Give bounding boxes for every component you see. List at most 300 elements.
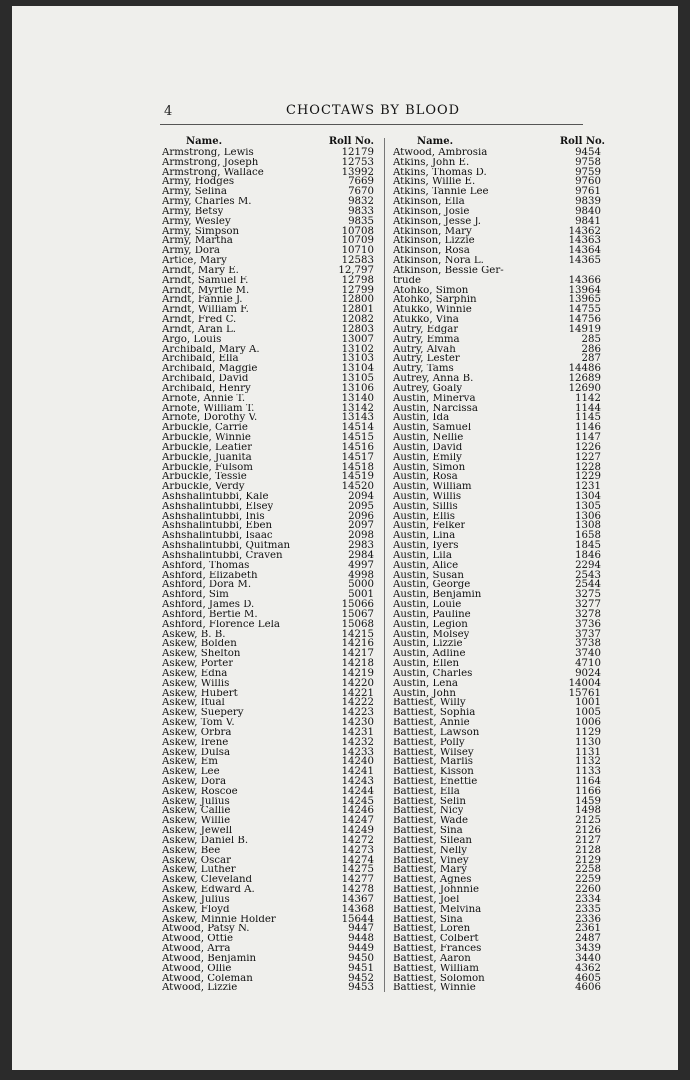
- entry-name: Atwood, Ollie: [162, 963, 232, 974]
- entry-name: Askew, Floyd: [162, 904, 230, 915]
- entry-roll-number: 3736: [575, 618, 601, 630]
- entry-name: Battiest, Johnnie: [393, 885, 480, 895]
- entry-name: Austin, George: [393, 580, 471, 591]
- entry-roll-number: 12,797: [338, 264, 374, 276]
- entry-roll-number: 1145: [575, 412, 601, 424]
- roll-entry: [393, 492, 605, 502]
- entry-roll-number: 2260: [575, 884, 601, 896]
- entry-roll-number: 13103: [341, 353, 374, 365]
- entry-name: Battiest, Colbert: [393, 934, 479, 945]
- entry-roll-number: 14514: [341, 422, 374, 434]
- roll-entry: [393, 404, 605, 414]
- entry-roll-number: 2096: [348, 510, 374, 522]
- roll-entry: [393, 502, 605, 512]
- entry-roll-number: 14515: [341, 432, 374, 444]
- roll-entry: [162, 983, 374, 993]
- entry-name: Austin, Alice: [393, 560, 459, 571]
- entry-name: Battiest, Lawson: [393, 727, 480, 738]
- entry-name: Army, Selina: [162, 187, 227, 198]
- roll-entry: [162, 177, 374, 187]
- roll-entry: [393, 541, 605, 551]
- entry-roll-number: 1227: [575, 451, 601, 463]
- entry-roll-number: 15761: [568, 687, 601, 699]
- roll-entry: [393, 325, 605, 335]
- entry-roll-number: 14273: [341, 844, 374, 856]
- entry-name: Artice, Mary: [162, 256, 227, 266]
- entry-roll-number: 1846: [575, 549, 601, 561]
- entry-roll-number: 9453: [348, 982, 374, 994]
- entry-roll-number: 14232: [341, 736, 374, 748]
- entry-roll-number: 1498: [575, 805, 601, 817]
- right-column: [393, 136, 605, 993]
- entry-roll-number: 12800: [341, 294, 374, 306]
- entry-roll-number: 14364: [568, 245, 601, 257]
- entry-roll-number: 14230: [341, 717, 374, 729]
- entry-name: Battiest, William: [393, 963, 479, 974]
- entry-name: Battiest, Winnie: [393, 983, 476, 994]
- entry-name: Battiest, Annie: [393, 718, 470, 728]
- entry-name: Atkinson, Bessie Ger-: [393, 265, 504, 276]
- entry-roll-number: 13102: [341, 343, 374, 355]
- entry-roll-number: 7669: [348, 176, 374, 188]
- entry-name: Austin, Adline: [393, 649, 466, 660]
- roll-entry: [393, 531, 605, 541]
- entry-name: Autry, Lester: [393, 354, 460, 365]
- roll-entry: [393, 924, 605, 934]
- entry-name: Austin, Samuel: [393, 423, 472, 434]
- entry-name: Austin, Minerva: [393, 393, 476, 404]
- entry-roll-number: 14516: [341, 441, 374, 453]
- roll-entry: [162, 924, 374, 934]
- roll-entry: [393, 197, 605, 207]
- entry-name: Battiest, Agnes: [393, 875, 472, 886]
- entry-name: Arndt, Aran L.: [162, 324, 236, 335]
- entry-name: Atkins, Tannie Lee: [393, 187, 489, 198]
- entry-name: Battiest, Joel: [393, 894, 460, 905]
- roll-entry: [393, 384, 605, 394]
- roll-entry: [393, 512, 605, 522]
- entry-roll-number: 14755: [568, 304, 601, 316]
- entry-name: Army, Dora: [162, 246, 221, 257]
- entry-name: Ashshalintubbi, Eben: [162, 521, 273, 532]
- page-number: 4: [164, 104, 173, 119]
- name-header: Name.: [186, 136, 223, 147]
- roll-entry: [393, 649, 605, 659]
- entry-name: Austin, John: [393, 688, 456, 699]
- entry-roll-number: 12801: [341, 304, 374, 316]
- roll-entry: [393, 708, 605, 718]
- entry-name: Archibald, Maggie: [162, 364, 258, 375]
- roll-entry: [393, 983, 605, 993]
- entry-roll-number: 2984: [348, 549, 374, 561]
- entry-name: Austin, Louie: [393, 600, 462, 610]
- roll-entry: [393, 335, 605, 345]
- entry-name: Battiest, Viney: [393, 855, 469, 866]
- roll-entry: [393, 757, 605, 767]
- entry-name: Battiest, Sina: [393, 914, 463, 925]
- roll-entry: [393, 964, 605, 974]
- entry-roll-number: 1304: [575, 490, 601, 502]
- roll-entry: [393, 826, 605, 836]
- entry-name: Ashford, James D.: [162, 600, 255, 610]
- entry-roll-number: 1845: [575, 540, 601, 552]
- entry-roll-number: 14520: [341, 481, 374, 493]
- roll-entry: [393, 738, 605, 748]
- roll-entry: [393, 816, 605, 826]
- entry-roll-number: 2543: [575, 569, 601, 581]
- entry-name: Atwood, Benjamin: [162, 953, 257, 964]
- entry-roll-number: 1305: [575, 500, 601, 512]
- entry-name: Askew, Willis: [162, 678, 230, 689]
- entry-name: Archibald, David: [162, 374, 249, 384]
- entry-roll-number: 13007: [341, 333, 374, 345]
- roll-entry: [162, 187, 374, 197]
- entry-name: Ashford, Elizabeth: [162, 570, 258, 581]
- entry-name: Arndt, Myrtle M.: [162, 285, 250, 296]
- entry-roll-number: 15067: [341, 608, 374, 620]
- page-title: CHOCTAWS BY BLOOD: [286, 103, 461, 118]
- entry-roll-number: 3440: [575, 952, 601, 964]
- entry-roll-number: 1308: [575, 520, 601, 532]
- roll-entry: [162, 974, 374, 984]
- entry-roll-number: 14363: [568, 235, 601, 247]
- entry-name: Atkins, Willie E.: [393, 177, 476, 188]
- entry-roll-number: 2126: [575, 825, 601, 837]
- entry-name: Archibald, Henry: [162, 383, 251, 394]
- entry-roll-number: 14218: [341, 658, 374, 670]
- entry-name: Ashford, Bertie M.: [162, 609, 258, 620]
- roll-entry: [162, 512, 374, 522]
- roll-entry: [393, 689, 605, 699]
- entry-roll-number: 14278: [341, 884, 374, 896]
- roll-entry: [393, 177, 605, 187]
- entry-roll-number: 14365: [568, 255, 601, 267]
- entry-roll-number: 13142: [341, 402, 374, 414]
- entry-name: Ashshalintubbi, Kale: [162, 491, 269, 502]
- roll-entry: [162, 521, 374, 531]
- entry-name: Austin, Ida: [393, 413, 450, 424]
- roll-entry: [162, 580, 374, 590]
- entry-name: Austin, Ellis: [393, 511, 455, 522]
- roll-entry: [393, 659, 605, 669]
- roll-entry: [393, 413, 605, 423]
- entry-roll-number: 1001: [575, 697, 601, 709]
- entry-name: Askew, Hubert: [162, 688, 238, 699]
- entry-roll-number: 9451: [348, 962, 374, 974]
- entry-roll-number: 4710: [575, 658, 601, 670]
- roll-entry: [162, 531, 374, 541]
- entry-roll-number: 13105: [341, 373, 374, 385]
- entry-roll-number: 14219: [341, 667, 374, 679]
- roll-entry: [393, 934, 605, 944]
- entry-roll-number: 12753: [341, 156, 374, 168]
- entry-roll-number: 13992: [341, 166, 374, 178]
- entry-name: Arbuckle, Juanita: [162, 452, 252, 463]
- entry-name: Askew, Minnie Holder: [162, 914, 276, 925]
- entry-roll-number: 2128: [575, 844, 601, 856]
- entry-name: Arbuckle, Carrie: [162, 423, 248, 434]
- entry-name: Austin, David: [393, 442, 463, 453]
- entry-roll-number: 14756: [568, 314, 601, 326]
- entry-name: Archibald, Mary A.: [162, 344, 260, 355]
- entry-name: Atukko, Vina: [393, 315, 459, 325]
- entry-roll-number: 14221: [341, 687, 374, 699]
- entry-name: Austin, Molsey: [393, 629, 470, 640]
- entry-name: Austin, Rosa: [393, 472, 458, 483]
- entry-roll-number: 1228: [575, 461, 601, 473]
- entry-name: Battiest, Solomon: [393, 973, 485, 984]
- entry-name: Austin, Sillis: [393, 501, 458, 512]
- entry-name: Austin, Lina: [393, 531, 456, 542]
- entry-name: Arnote, Dorothy V.: [162, 413, 258, 424]
- entry-name: Ashshalintubbi, Craven: [162, 550, 283, 561]
- entry-name: Autrey, Anna B.: [393, 374, 474, 384]
- entry-name: Battiest, Selin: [393, 796, 466, 807]
- entry-name: Battiest, Ella: [393, 786, 460, 797]
- entry-roll-number: 14249: [341, 825, 374, 837]
- roll-entry: [162, 964, 374, 974]
- entry-name: Askew, Dulsa: [162, 747, 231, 758]
- roll-entry: [393, 698, 605, 708]
- roll-entry: [162, 482, 374, 492]
- entry-roll-number: 2336: [575, 913, 601, 925]
- entry-name: Autry, Emma: [393, 334, 460, 345]
- roll-header: Roll No.: [559, 136, 605, 147]
- entry-roll-number: 2259: [575, 874, 601, 886]
- roll-entry: [393, 551, 605, 561]
- entry-roll-number: 1130: [575, 736, 601, 748]
- entry-roll-number: 2334: [575, 893, 601, 905]
- entry-name: Askew, Oscar: [162, 855, 232, 866]
- entry-roll-number: 2094: [348, 490, 374, 502]
- entry-name: Askew, Daniel B.: [162, 835, 249, 846]
- entry-name: Battiest, Silean: [393, 835, 472, 846]
- roll-entry: [162, 915, 374, 925]
- entry-name: Askew, Luther: [162, 865, 236, 876]
- entry-roll-number: 2258: [575, 864, 601, 876]
- entry-roll-number: 1147: [575, 432, 601, 444]
- roll-entry: [162, 934, 374, 944]
- entry-roll-number: 12690: [568, 382, 601, 394]
- entry-roll-number: 9454: [575, 147, 601, 158]
- roll-entry: [393, 797, 605, 807]
- entry-roll-number: 1144: [575, 402, 601, 414]
- entry-roll-number: 14231: [341, 726, 374, 738]
- entry-name: Askew, Edna: [162, 668, 228, 679]
- entry-roll-number: 14518: [341, 461, 374, 473]
- entry-name: Austin, Simon: [393, 462, 466, 473]
- entry-roll-number: 9833: [348, 205, 374, 217]
- roll-entry: [393, 639, 605, 649]
- roll-entry: [393, 610, 605, 620]
- entry-name: Battiest, Nelly: [393, 845, 468, 856]
- entry-roll-number: 1006: [575, 717, 601, 729]
- entry-name: Askew, Suepery: [162, 708, 244, 719]
- entry-name: Askew, Willie: [162, 816, 231, 827]
- entry-name: Army, Hodges: [162, 177, 235, 188]
- entry-name: Atwood, Ambrosia: [393, 148, 488, 158]
- entry-roll-number: 2487: [575, 933, 601, 945]
- entry-name: Askew, Itual: [162, 698, 225, 709]
- roll-entry: [393, 748, 605, 758]
- entry-name: Austin, Lena: [393, 678, 458, 689]
- column-divider: [384, 138, 385, 992]
- entry-name: Atkinson, Ella: [393, 197, 465, 207]
- entry-name: Ashford, Dora M.: [162, 580, 252, 591]
- entry-roll-number: 14244: [341, 785, 374, 797]
- entry-name: Army, Martha: [162, 236, 233, 247]
- entry-roll-number: 3737: [575, 628, 601, 640]
- entry-name: Ashshalintubbi, Inis: [162, 511, 265, 522]
- roll-entry: [393, 472, 605, 482]
- entry-name: Battiest, Melvina: [393, 904, 482, 915]
- entry-name: Atwood, Coleman: [162, 973, 253, 984]
- entry-name: Atohko, Simon: [393, 285, 469, 296]
- entry-roll-number: 12689: [568, 373, 601, 385]
- entry-roll-number: 9832: [348, 196, 374, 208]
- entry-name: Austin, Willis: [393, 491, 462, 502]
- roll-entry: [393, 453, 605, 463]
- entry-roll-number: 14366: [568, 274, 601, 286]
- roll-entry: [393, 207, 605, 217]
- entry-name: Askew, Roscoe: [162, 786, 238, 797]
- entry-roll-number: 1164: [575, 776, 601, 787]
- roll-entry: [393, 885, 605, 895]
- roll-entry: [393, 394, 605, 404]
- entry-name: Armstrong, Joseph: [162, 157, 259, 168]
- entry-roll-number: 14919: [568, 323, 601, 335]
- entry-roll-number: 5000: [348, 579, 374, 591]
- entry-roll-number: 286: [581, 343, 601, 355]
- entry-roll-number: 2127: [575, 834, 601, 846]
- entry-roll-number: 4362: [575, 962, 601, 974]
- roll-entry: [162, 502, 374, 512]
- entry-name: Atwood, Arra: [162, 944, 231, 954]
- entry-name: Askew, Jewell: [162, 826, 233, 836]
- entry-roll-number: 13965: [568, 294, 601, 306]
- entry-name: Ashshalintubbi, Quitman: [162, 541, 291, 551]
- entry-roll-number: 1306: [575, 510, 601, 522]
- entry-name: Atkins, Thomas D.: [393, 167, 487, 178]
- entry-name: Atkinson, Jesse J.: [393, 216, 482, 227]
- entry-name: Atohko, Sarphin: [393, 295, 477, 306]
- entry-name: Askew, Tom V.: [162, 718, 235, 728]
- roll-entry: [393, 187, 605, 197]
- entry-name: Autry, Alvah: [393, 344, 456, 355]
- entry-name: Austin, Lila: [393, 550, 452, 561]
- entry-name: Battiest, Enettie: [393, 777, 478, 787]
- entry-roll-number: 1142: [575, 392, 601, 404]
- entry-roll-number: 15644: [341, 913, 374, 925]
- entry-name: Battiest, Frances: [393, 944, 482, 954]
- entry-roll-number: 9760: [575, 176, 601, 188]
- entry-roll-number: 1459: [575, 795, 601, 807]
- entry-roll-number: 9758: [575, 156, 601, 168]
- entry-roll-number: 13106: [341, 382, 374, 394]
- roll-header: Roll No.: [328, 136, 374, 147]
- entry-name: Austin, Nellie: [393, 433, 464, 443]
- entry-roll-number: 14277: [341, 874, 374, 886]
- roll-entry: [162, 541, 374, 551]
- entry-roll-number: 14245: [341, 795, 374, 807]
- entry-roll-number: 287: [581, 353, 601, 365]
- entry-roll-number: 14247: [341, 815, 374, 827]
- entry-name: Austin, Benjamin: [393, 590, 482, 601]
- roll-entry: [393, 168, 605, 178]
- entry-name: Ashford, Sim: [162, 590, 229, 601]
- entry-roll-number: 12803: [341, 323, 374, 335]
- entry-roll-number: 1005: [575, 707, 601, 719]
- entry-roll-number: 14362: [568, 225, 601, 237]
- roll-entry: [393, 571, 605, 581]
- entry-name: Battiest, Nicy: [393, 806, 464, 817]
- roll-entry: [393, 954, 605, 964]
- roll-entry: [393, 974, 605, 984]
- entry-name: Austin, Legion: [393, 619, 468, 630]
- entry-roll-number: 14217: [341, 648, 374, 660]
- roll-entry: [393, 836, 605, 846]
- entry-name: Battiest, Wade: [393, 816, 469, 827]
- entry-roll-number: 2098: [348, 530, 374, 542]
- entry-roll-number: 12798: [341, 274, 374, 286]
- entry-name: Army, Betsy: [162, 206, 224, 217]
- entry-roll-number: 9448: [348, 933, 374, 945]
- entry-name: Arbuckle, Verdy: [162, 482, 245, 492]
- roll-entry: [393, 148, 605, 158]
- entry-roll-number: 14222: [341, 697, 374, 709]
- entry-name: Arndt, Fannie J.: [162, 295, 243, 306]
- entry-name: Autry, Edgar: [393, 324, 459, 335]
- entry-name: Austin, Narcissa: [393, 403, 478, 414]
- entry-roll-number: 4605: [575, 972, 601, 984]
- entry-roll-number: 13140: [341, 392, 374, 404]
- entry-name: Atkinson, Mary: [393, 226, 472, 237]
- entry-name: Askew, Lee: [162, 767, 220, 777]
- entry-name: Askew, Edward A.: [162, 885, 255, 895]
- entry-roll-number: 2095: [348, 500, 374, 512]
- entry-roll-number: 285: [581, 333, 601, 345]
- entry-roll-number: 14368: [341, 903, 374, 915]
- entry-name: Armstrong, Wallace: [162, 167, 264, 178]
- entry-roll-number: 2361: [575, 923, 601, 935]
- entry-roll-number: 13143: [341, 412, 374, 424]
- entry-name: Austin, Lizzie: [393, 639, 463, 650]
- title-rule: [160, 124, 583, 125]
- entry-roll-number: 14241: [341, 766, 374, 778]
- entry-name: Askew, Porter: [162, 659, 234, 669]
- entry-name: Askew, Orbra: [162, 727, 232, 738]
- name-header: Name.: [417, 136, 454, 147]
- roll-entry: [393, 905, 605, 915]
- entry-name: Battiest, Mary: [393, 865, 467, 876]
- entry-name: Army, Simpson: [162, 226, 240, 237]
- entry-name: Atwood, Patsy N.: [162, 924, 250, 935]
- entry-roll-number: 14004: [568, 677, 601, 689]
- entry-name: Atkinson, Lizzie: [393, 236, 475, 247]
- entry-roll-number: 1131: [575, 746, 601, 758]
- entry-roll-number: 12583: [341, 255, 374, 267]
- entry-roll-number: 14216: [341, 638, 374, 650]
- right-column-header: [393, 136, 605, 148]
- entry-roll-number: 1226: [575, 441, 601, 453]
- entry-roll-number: 3278: [575, 608, 601, 620]
- entry-roll-number: 1132: [575, 756, 601, 768]
- entry-roll-number: 9841: [575, 215, 601, 227]
- entry-name: Austin, Iyers: [393, 541, 459, 551]
- roll-entry: [393, 806, 605, 816]
- roll-entry: [162, 197, 374, 207]
- entry-name: Autry, Tams: [393, 364, 454, 375]
